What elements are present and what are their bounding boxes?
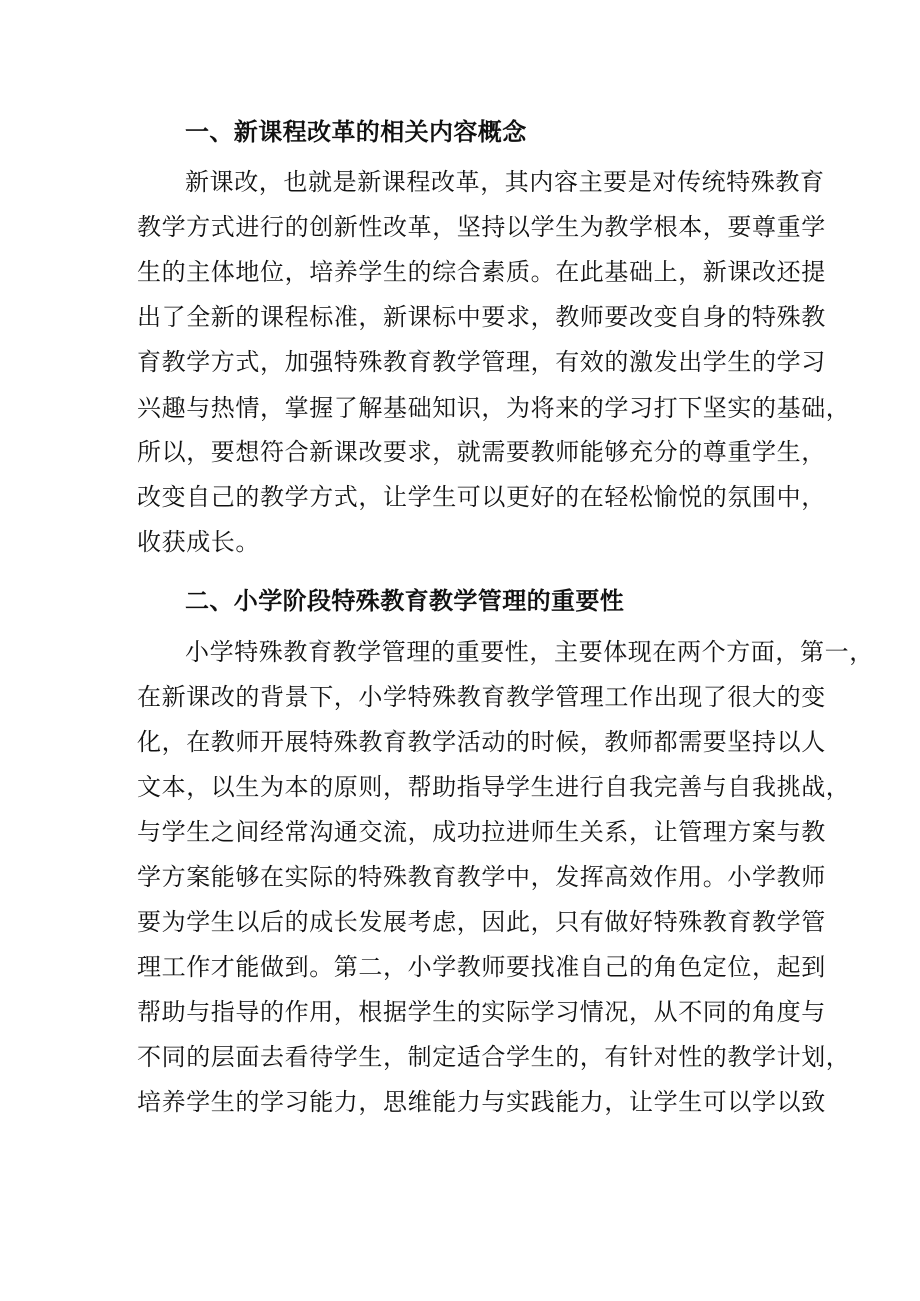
paragraph-line: 教学方式进行的创新性改革，坚持以学生为教学根本，要尊重学 [137, 213, 826, 241]
paragraph-line: 兴趣与热情，掌握了解基础知识，为将来的学习打下坚实的基础， [137, 394, 851, 422]
paragraph-line: 收获成长。 [137, 528, 260, 556]
section-heading-2: 二、小学阶段特殊教育教学管理的重要性 [185, 587, 625, 615]
paragraph-line: 新课改，也就是新课程改革，其内容主要是对传统特殊教育 [185, 168, 825, 196]
paragraph-line: 帮助与指导的作用，根据学生的实际学习情况，从不同的角度与 [137, 998, 826, 1026]
paragraph-line: 不同的层面去看待学生，制定适合学生的，有针对性的教学计划， [137, 1043, 851, 1071]
paragraph-line: 要为学生以后的成长发展考虑，因此，只有做好特殊教育教学管 [137, 908, 826, 936]
paragraph-line: 生的主体地位，培养学生的综合素质。在此基础上，新课改还提 [137, 258, 826, 286]
paragraph-line: 培养学生的学习能力，思维能力与实践能力，让学生可以学以致 [137, 1088, 826, 1116]
paragraph-line: 改变自己的教学方式，让学生可以更好的在轻松愉悦的氛围中， [137, 483, 826, 511]
paragraph-line: 理工作才能做到。第二，小学教师要找准自己的角色定位，起到 [137, 953, 826, 981]
paragraph-line: 学方案能够在实际的特殊教育教学中，发挥高效作用。小学教师 [137, 863, 826, 891]
paragraph-line: 在新课改的背景下，小学特殊教育教学管理工作出现了很大的变 [137, 683, 826, 711]
paragraph-line: 小学特殊教育教学管理的重要性，主要体现在两个方面，第一， [185, 638, 874, 666]
paragraph-line: 育教学方式，加强特殊教育教学管理，有效的激发出学生的学习 [137, 348, 826, 376]
paragraph-line: 化，在教师开展特殊教育教学活动的时候，教师都需要坚持以人 [137, 728, 826, 756]
paragraph-line: 所以，要想符合新课改要求，就需要教师能够充分的尊重学生， [137, 438, 826, 466]
paragraph-line: 与学生之间经常沟通交流，成功拉进师生关系，让管理方案与教 [137, 818, 826, 846]
section-heading-1: 一、新课程改革的相关内容概念 [185, 118, 527, 146]
paragraph-line: 出了全新的课程标准，新课标中要求，教师要改变自身的特殊教 [137, 303, 826, 331]
paragraph-line: 文本，以生为本的原则，帮助指导学生进行自我完善与自我挑战， [137, 773, 851, 801]
